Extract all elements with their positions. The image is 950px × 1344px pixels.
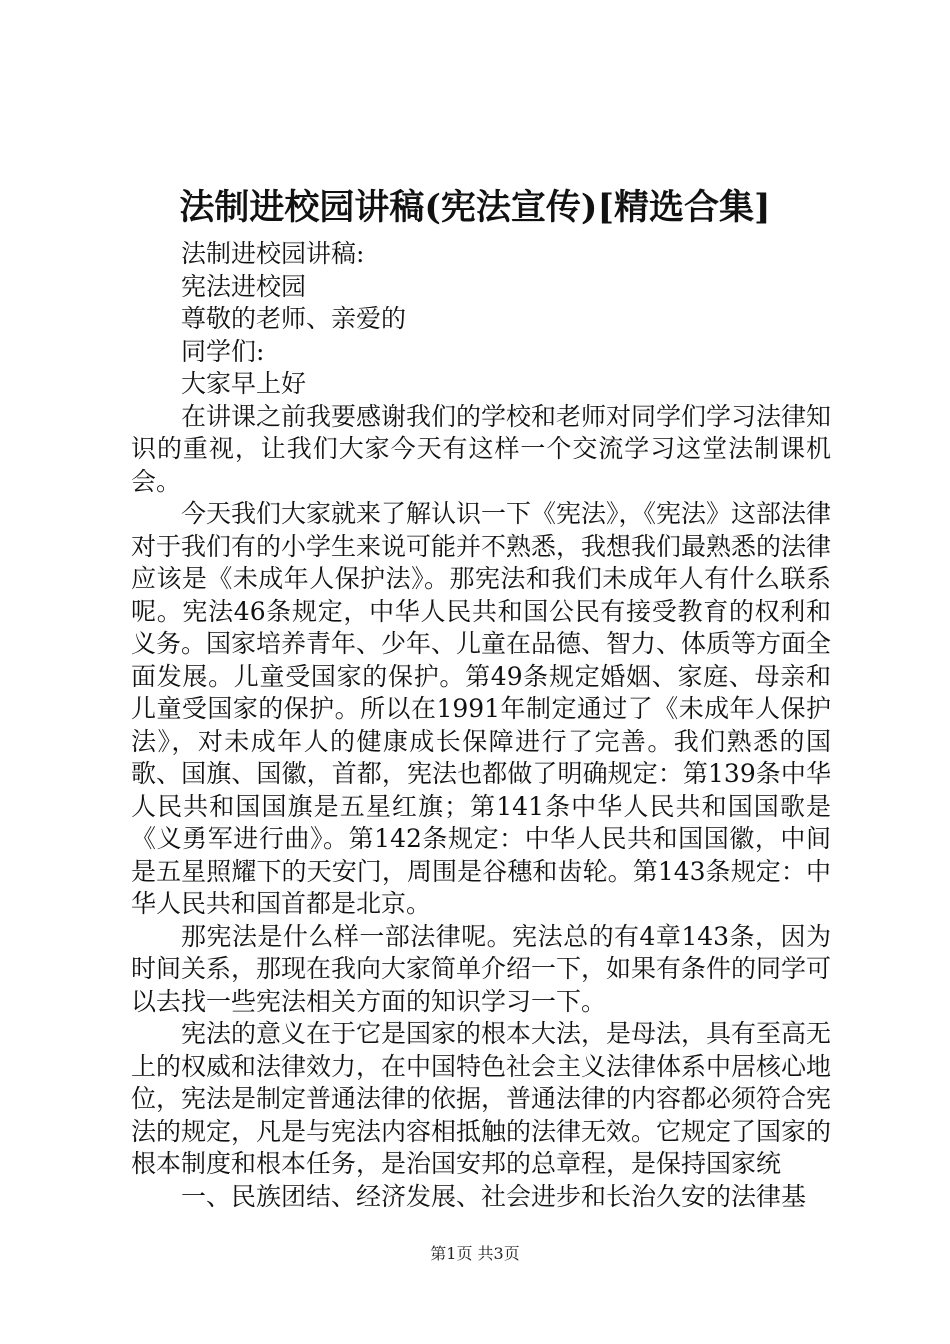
body-line: 法制进校园讲稿: — [181, 239, 365, 268]
salutation-line: 同学们: — [181, 336, 265, 366]
salutation-line: 尊敬的老师、亲爱的 — [181, 304, 407, 333]
paragraph: 在讲课之前我要感谢我们的学校和老师对同学们学习法律知识的重视，让我们大家今天有这样一个交流学习这堂法制课机会。 — [131, 401, 832, 496]
body-line: 宪法进校园 — [181, 271, 307, 301]
document-title: 法制进校园讲稿(宪法宣传)[精选合集] — [179, 187, 771, 228]
greeting-line: 大家早上好 — [181, 369, 307, 398]
paragraph: 今天我们大家就来了解认识一下《宪法》，《宪法》这部法律对于我们有的小学生来说可能并不熟悉，我想我们最熟悉的法律应该是《未成年人保护法》。那宪法和我们未成年人有什么联系呢。宪法46条规定，中华人民共和国公民有接受教育的权利和义务。国家培养青年、少年、儿童在品德、智力、体质等方面全面发展。儿童受国家的保护。第49条规定婚姻、家庭、母亲和儿童受国家的保护。所以在1991年制定通过了《未成年人保护法》，对未成年人的健康成长保障进行了完善。我们熟悉的国歌、国旗、国徽，首都，宪法也都做了明确规定：第139条中华人民共和国国旗是五星红旗；第141条中华人民共和国国歌是《义勇军进行曲》。第142条规定：中华人民共和国国徽，中间是五星照耀下的天安门，周围是谷穗和齿轮。第143条规定：中华人民共和国首都是北京。 — [131, 499, 832, 918]
paragraph: 宪法的意义在于它是国家的根本大法，是母法，具有至高无上的权威和法律效力，在中国特色社会主义法律体系中居核心地位，宪法是制定普通法律的依据，普通法律的内容都必须符合宪法的规定，凡是与宪法内容相抵触的法律无效。它规定了国家的根本制度和根本任务，是治国安邦的总章程，是保持国家统 — [131, 1019, 832, 1178]
document-body — [131, 238, 831, 1213]
page-footer: 第1页 共3页 — [430, 1244, 520, 1263]
paragraph: 那宪法是什么样一部法律呢。宪法总的有4章143条，因为时间关系，那现在我向大家简单介绍一下，如果有条件的同学可以去找一些宪法相关方面的知识学习一下。 — [131, 921, 832, 1016]
paragraph: 一、民族团结、经济发展、社会进步和长治久安的法律基 — [181, 1181, 807, 1211]
